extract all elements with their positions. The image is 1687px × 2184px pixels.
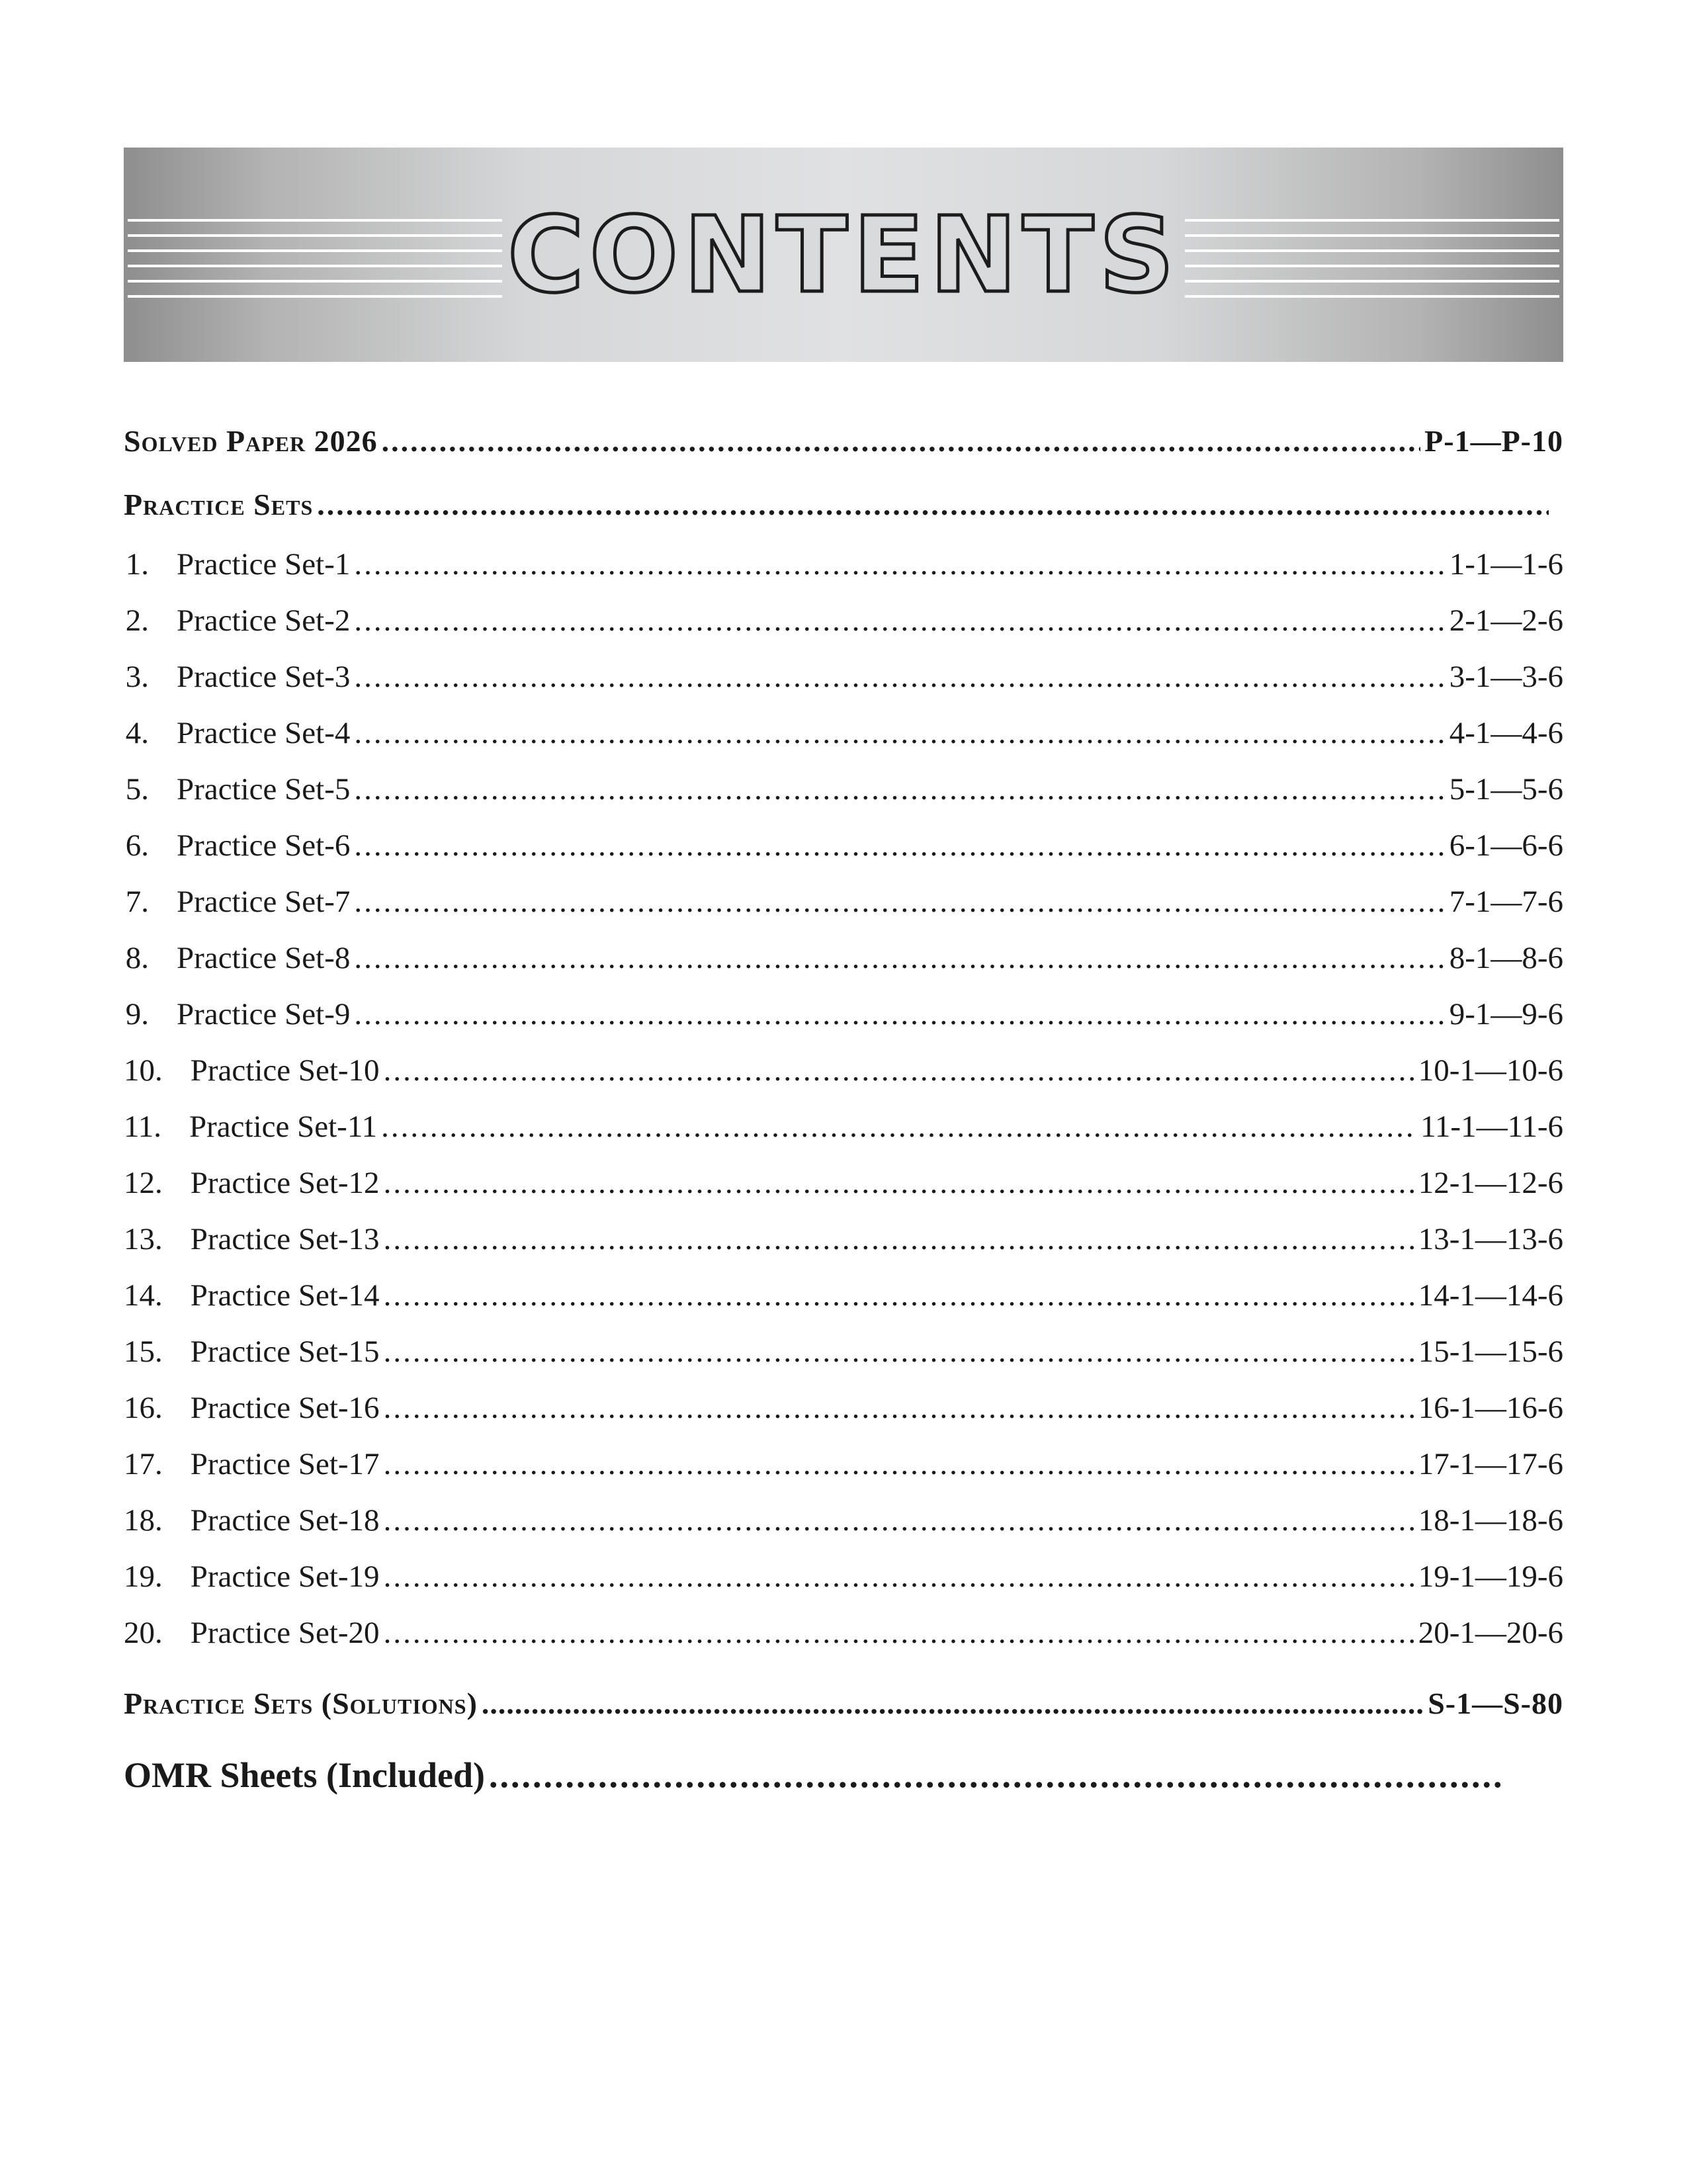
item-number: 3. <box>125 660 150 694</box>
item-label: Practice Set-4 <box>177 716 351 750</box>
item-pages: 11-1—11-6 <box>1420 1110 1563 1144</box>
dot-leader <box>382 423 1421 459</box>
dot-leader <box>354 715 1445 751</box>
item-label: Practice Set-14 <box>190 1278 380 1313</box>
toc-item-practice-set[interactable] <box>124 1278 1563 1313</box>
item-number: 16. <box>124 1391 163 1425</box>
toc-item-practice-set[interactable] <box>124 996 1563 1032</box>
item-pages: 10-1—10-6 <box>1418 1053 1563 1088</box>
item-number: 19. <box>124 1559 163 1594</box>
item-pages: 2-1—2-6 <box>1449 603 1563 638</box>
dot-leader <box>384 1165 1414 1201</box>
item-pages: 1-1—1-6 <box>1449 547 1563 582</box>
dot-leader <box>354 996 1445 1032</box>
dot-leader <box>354 828 1445 863</box>
toc-item-practice-set[interactable] <box>124 659 1563 695</box>
item-number: 4. <box>125 716 150 750</box>
dot-leader <box>482 1686 1424 1721</box>
toc-item-practice-set[interactable] <box>124 603 1563 638</box>
dot-leader <box>354 771 1445 807</box>
item-label: Practice Set-11 <box>189 1110 378 1144</box>
item-pages: 3-1—3-6 <box>1449 660 1563 694</box>
dot-leader <box>384 1053 1414 1088</box>
dot-leader <box>381 1109 1416 1145</box>
item-label: Practice Set-6 <box>177 828 351 863</box>
item-pages: 18-1—18-6 <box>1418 1503 1563 1538</box>
item-number: 8. <box>125 941 150 975</box>
dot-leader <box>354 884 1445 920</box>
item-number: 11. <box>124 1110 162 1144</box>
toc-item-practice-set[interactable] <box>124 1615 1563 1651</box>
item-label: Practice Set-3 <box>177 660 351 694</box>
toc-item-practice-set[interactable] <box>124 1053 1563 1088</box>
item-label: Practice Set-13 <box>190 1222 380 1256</box>
item-label: Practice Set-18 <box>190 1503 380 1538</box>
toc-section-solved-paper[interactable] <box>124 423 1563 459</box>
contents-banner <box>124 148 1563 362</box>
toc-item-practice-set[interactable] <box>124 1559 1563 1594</box>
section-title: Practice Sets <box>124 488 314 521</box>
section-title: OMR Sheets (Included) <box>124 1755 486 1795</box>
dot-leader <box>354 546 1445 582</box>
section-pages: S-1—S-80 <box>1428 1686 1563 1720</box>
item-label: Practice Set-16 <box>190 1391 380 1425</box>
item-number: 9. <box>125 997 150 1031</box>
item-number: 18. <box>124 1503 163 1538</box>
dot-leader <box>384 1278 1414 1313</box>
item-pages: 12-1—12-6 <box>1418 1166 1563 1200</box>
toc-item-practice-set[interactable] <box>124 1334 1563 1370</box>
toc-item-practice-set[interactable] <box>124 771 1563 807</box>
item-number: 6. <box>125 828 150 863</box>
item-number: 13. <box>124 1222 163 1256</box>
item-pages: 4-1—4-6 <box>1449 716 1563 750</box>
dot-leader <box>384 1559 1414 1594</box>
section-pages: P-1—P-10 <box>1424 424 1563 458</box>
item-pages: 13-1—13-6 <box>1418 1222 1563 1256</box>
item-label: Practice Set-15 <box>190 1334 380 1369</box>
item-label: Practice Set-19 <box>190 1559 380 1594</box>
dot-leader <box>384 1503 1414 1538</box>
item-label: Practice Set-9 <box>177 997 351 1031</box>
dot-leader <box>489 1755 1502 1796</box>
item-number: 14. <box>124 1278 163 1313</box>
item-pages: 14-1—14-6 <box>1418 1278 1563 1313</box>
toc-item-practice-set[interactable] <box>124 1109 1563 1145</box>
toc-item-practice-set[interactable] <box>124 884 1563 920</box>
item-number: 12. <box>124 1166 163 1200</box>
item-number: 5. <box>125 772 150 807</box>
item-pages: 19-1—19-6 <box>1418 1559 1563 1594</box>
item-number: 2. <box>125 603 150 638</box>
toc-item-practice-set[interactable] <box>124 715 1563 751</box>
item-pages: 9-1—9-6 <box>1449 997 1563 1031</box>
item-number: 17. <box>124 1447 163 1481</box>
item-pages: 5-1—5-6 <box>1449 772 1563 807</box>
item-label: Practice Set-20 <box>190 1616 380 1650</box>
item-pages: 6-1—6-6 <box>1449 828 1563 863</box>
item-number: 10. <box>124 1053 163 1088</box>
dot-leader <box>384 1221 1414 1257</box>
toc-section-solutions[interactable] <box>124 1686 1563 1721</box>
item-label: Practice Set-2 <box>177 603 351 638</box>
dot-leader <box>354 659 1445 695</box>
item-label: Practice Set-5 <box>177 772 351 807</box>
toc-item-practice-set[interactable] <box>124 1390 1563 1426</box>
dot-leader <box>384 1615 1414 1651</box>
item-label: Practice Set-17 <box>190 1447 380 1481</box>
toc-item-practice-set[interactable] <box>124 1503 1563 1538</box>
dot-leader <box>354 940 1445 976</box>
toc-item-practice-set[interactable] <box>124 828 1563 863</box>
dot-leader <box>384 1334 1414 1370</box>
toc-item-practice-set[interactable] <box>124 546 1563 582</box>
item-label: Practice Set-7 <box>177 885 351 919</box>
item-number: 7. <box>125 885 150 919</box>
dot-leader <box>384 1390 1414 1426</box>
item-pages: 20-1—20-6 <box>1418 1616 1563 1650</box>
item-pages: 8-1—8-6 <box>1449 941 1563 975</box>
item-pages: 17-1—17-6 <box>1418 1447 1563 1481</box>
section-title: Solved Paper 2026 <box>124 424 378 458</box>
toc-item-practice-set[interactable] <box>124 1221 1563 1257</box>
toc-section-practice-sets[interactable] <box>124 487 1553 522</box>
item-label: Practice Set-8 <box>177 941 351 975</box>
item-pages: 7-1—7-6 <box>1449 885 1563 919</box>
toc-item-practice-set[interactable] <box>124 1446 1563 1482</box>
section-title: Practice Sets (Solutions) <box>124 1686 478 1720</box>
toc-section-omr[interactable] <box>124 1755 1506 1796</box>
toc-item-practice-set[interactable] <box>124 1165 1563 1201</box>
item-pages: 15-1—15-6 <box>1418 1334 1563 1369</box>
item-label: Practice Set-12 <box>190 1166 380 1200</box>
item-number: 1. <box>125 547 150 582</box>
item-pages: 16-1—16-6 <box>1418 1391 1563 1425</box>
page-title: CONTENTS <box>507 195 1180 316</box>
toc-item-practice-set[interactable] <box>124 940 1563 976</box>
item-number: 15. <box>124 1334 163 1369</box>
item-number: 20. <box>124 1616 163 1650</box>
dot-leader <box>317 487 1549 522</box>
dot-leader <box>384 1446 1414 1482</box>
item-label: Practice Set-1 <box>177 547 351 582</box>
dot-leader <box>354 603 1445 638</box>
item-label: Practice Set-10 <box>190 1053 380 1088</box>
